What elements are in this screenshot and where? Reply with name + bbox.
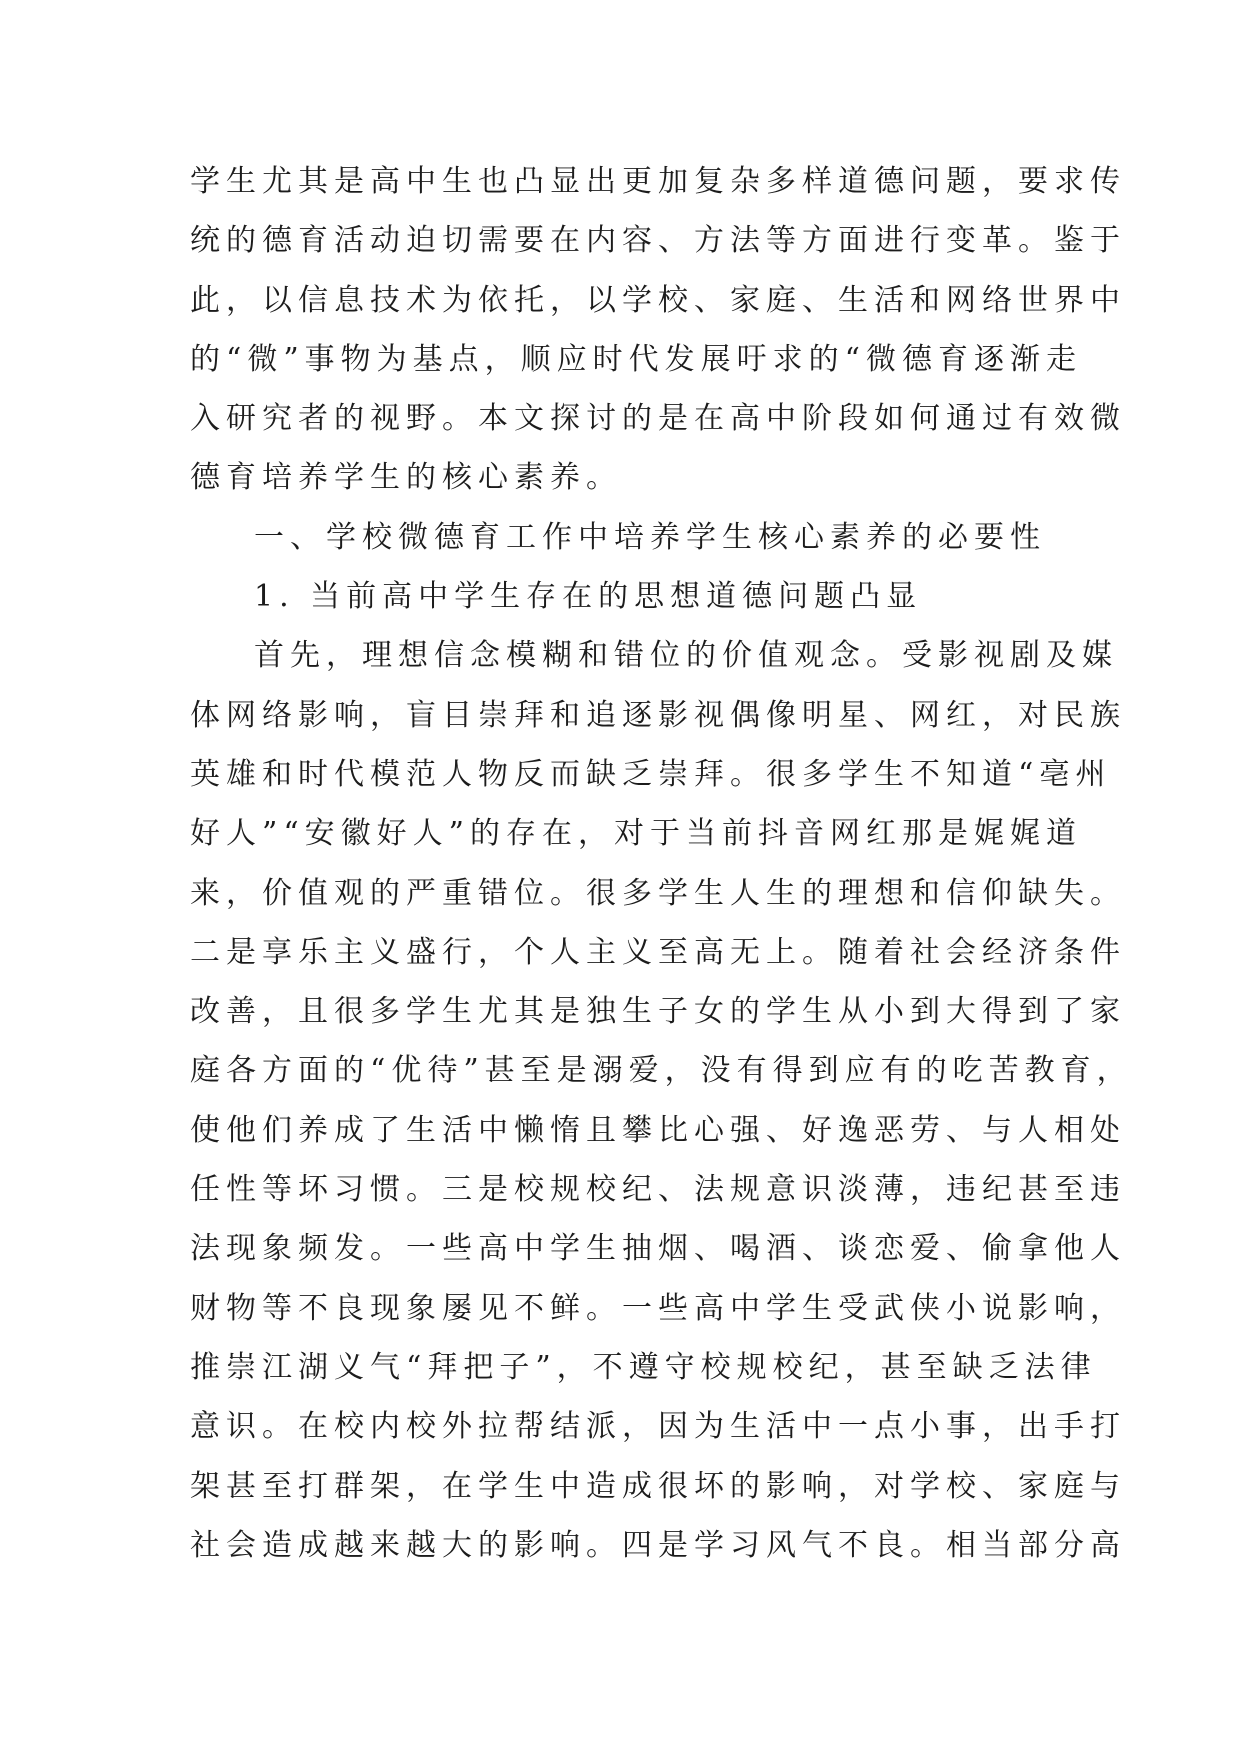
text-line: 意识。在校内校外拉帮结派，因为生活中一点小事，出手打 (190, 1409, 1126, 1445)
section-heading: 一、学校微德育工作中培养学生核心素养的必要性 (254, 519, 1046, 555)
text-line: 入研究者的视野。本文探讨的是在高中阶段如何通过有效微 (190, 401, 1126, 437)
text-line: 架甚至打群架，在学生中造成很坏的影响，对学校、家庭与 (190, 1468, 1126, 1504)
text-line: 庭各方面的“优待”甚至是溺爱，没有得到应有的吃苦教育， (190, 1053, 1133, 1089)
subsection-heading: 1. 当前高中学生存在的思想道德问题凸显 (254, 579, 923, 615)
text-line: 德育培养学生的核心素养。 (190, 460, 622, 496)
text-line: 统的德育活动迫切需要在内容、方法等方面进行变革。鉴于 (190, 223, 1126, 259)
text-line: 社会造成越来越大的影响。四是学习风气不良。相当部分高 (190, 1527, 1126, 1563)
text-line: 法现象频发。一些高中学生抽烟、喝酒、谈恋爱、偷拿他人 (190, 1231, 1126, 1267)
text-line: 英雄和时代模范人物反而缺乏崇拜。很多学生不知道“亳州 (190, 756, 1112, 792)
text-line: 学生尤其是高中生也凸显出更加复杂多样道德问题，要求传 (190, 164, 1126, 199)
body-text (190, 152, 1133, 1575)
text-line: 此，以信息技术为依托，以学校、家庭、生活和网络世界中 (190, 282, 1126, 318)
paragraph-start-line: 首先，理想信念模糊和错位的价值观念。受影视剧及媒 (254, 638, 1118, 674)
text-line: 好人”“安徽好人”的存在，对于当前抖音网红那是娓娓道 (190, 816, 1083, 852)
text-line: 任性等坏习惯。三是校规校纪、法规意识淡薄，违纪甚至违 (190, 1172, 1126, 1208)
text-line: 体网络影响，盲目崇拜和追逐影视偶像明星、网红，对民族 (190, 697, 1126, 733)
text-line: 推崇江湖义气“拜把子”，不遵守校规校纪，甚至缺乏法律 (190, 1349, 1097, 1385)
text-line: 财物等不良现象屡见不鲜。一些高中学生受武侠小说影响， (190, 1290, 1126, 1326)
text-line: 改善，且很多学生尤其是独生子女的学生从小到大得到了家 (190, 994, 1126, 1030)
text-line: 使他们养成了生活中懒惰且攀比心强、好逸恶劳、与人相处 (190, 1112, 1126, 1148)
text-line: 的“微”事物为基点，顺应时代发展吁求的“微德育逐渐走 (190, 341, 1083, 377)
text-line: 来，价值观的严重错位。很多学生人生的理想和信仰缺失。 (190, 875, 1126, 911)
text-line: 二是享乐主义盛行，个人主义至高无上。随着社会经济条件 (190, 934, 1126, 970)
